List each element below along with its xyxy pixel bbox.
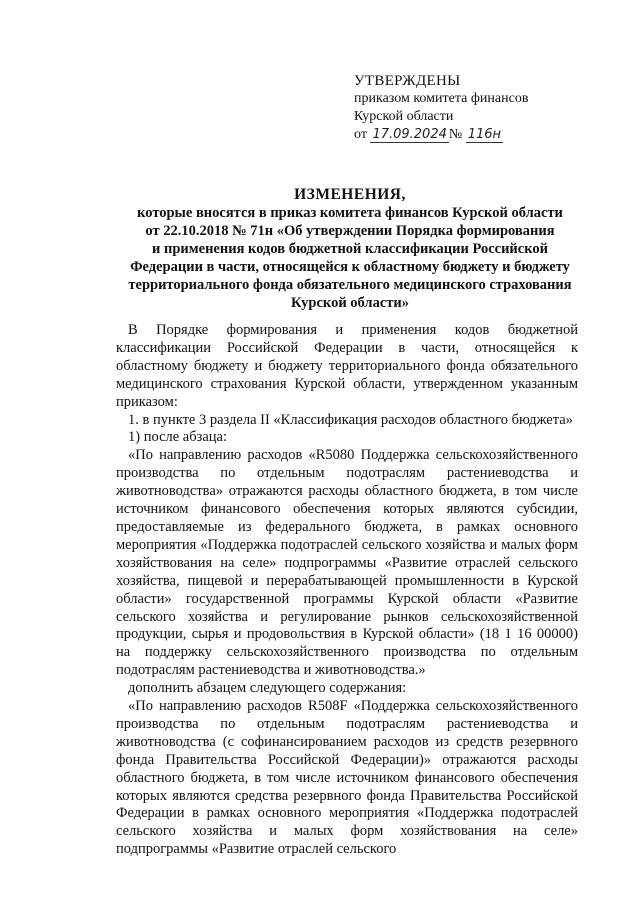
body-paragraph-subitem-1: 1) после абзаца: [128,429,228,446]
body-paragraph-intro: В Порядке формирования и применения кодов бюджетной классификации Российской Федерации в части, относящейся к областному бюджету и бюджету территориального фонда обязательного медицинского страхования Курской области, утвержденном указанным приказом: [116,322,578,410]
title-line-4: Федерации в части, относящейся к областному бюджету и бюджету [130,259,570,275]
document-title: ИЗМЕНЕНИЯ, [294,186,406,203]
title-line-6: Курской области» [291,295,409,311]
approval-heading: УТВЕРЖДЕНЫ [354,73,461,89]
body-paragraph-item-1: 1. в пункте 3 раздела II «Классификация расходов областного бюджета» [128,411,573,428]
approval-date-prefix: от [354,127,367,142]
document-body [116,322,578,859]
approval-number-sign: № [448,127,463,142]
approval-line-1: приказом комитета финансов [354,91,529,106]
approval-number-handwritten: 116н [467,127,502,142]
title-line-2: от 22.10.2018 № 71н «Об утверждении Порядка формирования [145,223,555,239]
approval-stamp-block [354,72,528,144]
approval-date-line [354,126,528,144]
body-paragraph-quote-r508f: «По направлению расходов R508F «Поддержка сельскохозяйственного производства по отдельным подотраслям растениеводства и животноводства (с софинансированием расходов из средств резервного фонда Правительства Российской Федерации)» отражаются расходы областного бюджета, в том числе источником финансового обеспечения которых являются средства резервного фонда Правительства Российской Федерации в рамках основного мероприятия «Поддержка подотраслей сельского хозяйства и малых форм хозяйствования на селе» подпрограммы «Развитие отраслей сельского [116,698,578,858]
title-line-5: территориального фонда обязательного медицинского страхования [128,277,572,293]
document-title-block [108,186,592,312]
body-paragraph-quote-r5080: «По направлению расходов «R5080 Поддержка сельскохозяйственного производства по отдельным подотраслям растениеводства и животноводства» отражаются расходы областного бюджета, в том числе источником финансового обеспечения которых являются субсидии, предоставляемые из федерального бюджета, в рамках основного мероприятия «Поддержка подотраслей сельского хозяйства и малых форм хозяйствования на селе» подпрограммы «Развитие отраслей сельского хозяйства, пищевой и перерабатывающей промышленности в Курской области» государственной программы Курской области «Развитие сельского хозяйства и регулирование рынков сельскохозяйственной продукции, сырья и продовольствия в Курской области» (18 1 16 00000) на поддержку сельскохозяйственного производства по отдельным подотраслям растениеводства и животноводства.» [116,447,578,679]
body-paragraph-supplement: дополнить абзацем следующего содержания: [128,680,407,697]
title-line-3: и применения кодов бюджетной классификации Российской [152,241,548,257]
approval-line-2: Курской области [354,109,454,124]
approval-date-handwritten: 17.09.2024 [372,127,447,142]
title-line-1: которые вносятся в приказ комитета финансов Курской области [137,205,563,221]
